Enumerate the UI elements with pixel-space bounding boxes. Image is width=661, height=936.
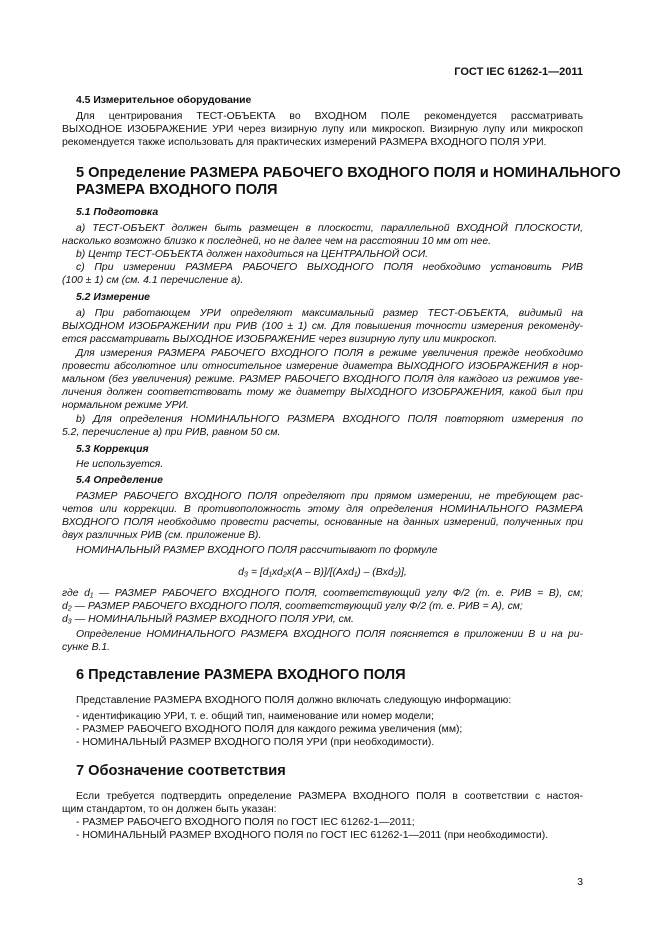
text-line: 4.5 Измерительное оборудование <box>76 95 252 106</box>
text-line: - идентификацию УРИ, т. е. общий тип, наименование или номер модели; <box>76 711 434 722</box>
paragraph <box>62 413 583 439</box>
text-line: мальном (без увеличения) режиме. РАЗМЕР РАБОЧЕГО ВХОДНОГО ПОЛЯ для каждого из режимов уве- <box>62 374 583 385</box>
paragraph <box>62 458 583 471</box>
text-line: рекомендуется также использовать для практических измерений РАЗМЕРА ВХОДНОГО ПОЛЯ УРИ. <box>62 137 547 148</box>
text-line: 6 Представление РАЗМЕРА ВХОДНОГО ПОЛЯ <box>76 667 406 683</box>
text-line: 5.1 Подготовка <box>76 207 159 218</box>
text-line: d₃ — НОМИНАЛЬНЫЙ РАЗМЕР ВХОДНОГО ПОЛЯ УРИ, см. <box>62 614 354 625</box>
text-line: Не используется. <box>76 459 164 470</box>
text-line: РАЗМЕР РАБОЧЕГО ВХОДНОГО ПОЛЯ определяют при прямом измерении, не требующем рас- <box>76 491 583 502</box>
text-line: сунке В.1. <box>62 642 111 653</box>
section-heading <box>62 443 583 456</box>
text-line: насколько возможно близко к последней, но не далее чем на расстоянии 10 мм от нее. <box>62 236 491 247</box>
text-line: где d₁ — РАЗМЕР РАБОЧЕГО ВХОДНОГО ПОЛЯ, соответствующий углу Ф/2 (т. е. РИВ = В), см; <box>62 588 583 599</box>
text-line: 5.3 Коррекция <box>76 444 149 455</box>
text-line: c) При измерении РАЗМЕРА РАБОЧЕГО ВЫХОДНОГО ПОЛЯ необходимо установить РИВ <box>76 262 583 273</box>
paragraph <box>62 347 583 412</box>
text-line: b) Центр ТЕСТ-ОБЪЕКТА должен находиться на ЦЕНТРАЛЬНОЙ ОСИ. <box>76 249 429 260</box>
text-line: d₃ = [d₁xd₂x(A – B)]/[(Axd₁) – (Bxd₂)], <box>238 567 407 578</box>
paragraph <box>62 248 583 261</box>
text-line: 5.2 Измерение <box>76 292 150 303</box>
text-line: а) ТЕСТ-ОБЪЕКТ должен быть размещен в плоскости, параллельной ВХОДНОЙ ПЛОСКОСТИ, <box>76 223 583 234</box>
text-line: d₂ — РАЗМЕР РАБОЧЕГО ВХОДНОГО ПОЛЯ, соответствующий углу Ф/2 (т. е. РИВ = А), см; <box>62 601 523 612</box>
text-line: Представление РАЗМЕРА ВХОДНОГО ПОЛЯ должно включать следующую информацию: <box>76 695 512 706</box>
text-line: нормальном режиме УРИ. <box>62 400 189 411</box>
section-heading <box>62 165 621 199</box>
text-line: - НОМИНАЛЬНЫЙ РАЗМЕР ВХОДНОГО ПОЛЯ по ГОСТ IEC 61262-1—2011 (при необходимости). <box>76 830 549 841</box>
text-line: двух различных РИВ (см. приложение В). <box>62 530 262 541</box>
paragraph <box>62 544 583 557</box>
text-line: 7 Обозначение соответствия <box>76 763 286 779</box>
paragraph <box>62 694 583 707</box>
text-line: ется рассматривать ВЫХОДНОЕ ИЗОБРАЖЕНИЕ через визирную лупу или микроскоп. <box>62 334 498 345</box>
text-line: провести абсолютное или относительное измерение диаметра ВЫХОДНОГО ИЗОБРАЖЕНИЯ в нор- <box>62 361 583 372</box>
paragraph <box>62 587 583 626</box>
text-line: личения должен соответствовать тому же диаметру ВЫХОДНОГО ИЗОБРАЖЕНИЯ, какой был при <box>62 387 583 398</box>
text-line: РАЗМЕРА ВХОДНОГО ПОЛЯ <box>76 182 278 198</box>
paragraph <box>62 490 583 542</box>
text-line: - РАЗМЕР РАБОЧЕГО ВХОДНОГО ПОЛЯ для каждого режима увеличения (мм); <box>76 724 463 735</box>
paragraph <box>62 261 583 287</box>
text-line: а) При работающем УРИ определяют максимальный размер ТЕСТ-ОБЪЕКТА, видимый на <box>76 308 583 319</box>
paragraph <box>62 710 583 749</box>
text-line: Для центрирования ТЕСТ-ОБЪЕКТА во ВХОДНОМ ПОЛЕ рекомендуется рассматривать <box>76 111 583 122</box>
text-line: 5.2, перечисление а) при РИВ, равном 50 см. <box>62 427 281 438</box>
paragraph <box>62 222 583 248</box>
paragraph <box>62 816 583 842</box>
text-line: (100 ± 1) см (см. 4.1 перечисление а). <box>62 275 244 286</box>
text-line: 5.4 Определение <box>76 475 163 486</box>
paragraph <box>62 790 583 816</box>
paragraph <box>62 110 583 149</box>
text-line: b) Для определения НОМИНАЛЬНОГО РАЗМЕРА ВХОДНОГО ПОЛЯ повторяют измерения по <box>76 414 583 425</box>
text-line: 5 Определение РАЗМЕРА РАБОЧЕГО ВХОДНОГО ПОЛЯ и НОМИНАЛЬНОГО <box>76 165 621 181</box>
text-line: ВХОДНОГО ПОЛЯ необходимо провести расчеты, основанные на данных измерений, полученных при <box>62 517 583 528</box>
document-header: ГОСТ IEC 61262-1—2011 <box>454 66 583 78</box>
section-heading <box>62 763 583 780</box>
section-heading <box>62 474 583 487</box>
text-line: ВЫХОДНОМ ИЗОБРАЖЕНИИ при РИВ (100 ± 1) см. Для повышения точности измерения рекоменду- <box>62 321 583 332</box>
text-line: - РАЗМЕР РАБОЧЕГО ВХОДНОГО ПОЛЯ по ГОСТ IEC 61262-1—2011; <box>76 817 415 828</box>
section-heading <box>62 94 583 107</box>
section-heading <box>62 667 583 684</box>
page-number: 3 <box>577 877 583 888</box>
paragraph <box>62 628 583 654</box>
paragraph <box>62 307 583 346</box>
text-line: щим стандартом, то он должен быть указан: <box>62 804 277 815</box>
text-line: Для измерения РАЗМЕРА РАБОЧЕГО ВХОДНОГО ПОЛЯ в режиме увеличения прежде необходимо <box>76 348 583 359</box>
text-line: Определение НОМИНАЛЬНОГО РАЗМЕРА ВХОДНОГО ПОЛЯ поясняется в приложении В и на ри- <box>76 629 583 640</box>
text-line: - НОМИНАЛЬНЫЙ РАЗМЕР ВХОДНОГО ПОЛЯ УРИ (при необходимости). <box>76 737 435 748</box>
section-heading <box>62 291 583 304</box>
section-heading <box>62 206 583 219</box>
formula <box>62 566 583 579</box>
text-line: четов или коррекции. В противоположность этому для определения НОМИНАЛЬНОГО РАЗМЕРА <box>62 504 583 515</box>
text-line: НОМИНАЛЬНЫЙ РАЗМЕР ВХОДНОГО ПОЛЯ рассчитывают по формуле <box>76 545 438 556</box>
text-line: Если требуется подтвердить определение РАЗМЕРА ВХОДНОГО ПОЛЯ в соответствии с настоя- <box>76 791 583 802</box>
text-line: ВЫХОДНОЕ ИЗОБРАЖЕНИЕ УРИ через визирную лупу или микроскоп. Визирную лупу или микроскоп <box>62 124 583 135</box>
